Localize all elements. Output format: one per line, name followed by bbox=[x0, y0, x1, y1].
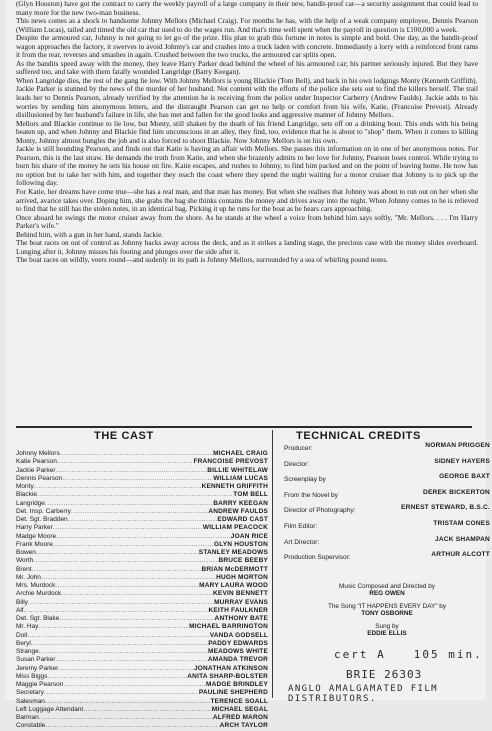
cast-row bbox=[16, 722, 268, 730]
cast-row bbox=[16, 623, 268, 631]
leader-dots bbox=[47, 673, 187, 681]
credit-name: SIDNEY HAYERS bbox=[434, 457, 490, 465]
credit-row bbox=[284, 473, 490, 489]
synopsis-paragraph: (Glyn Houston) have got the contract to carry the weekly payroll of a large company in their new, bandit-proof car—a security assignment that could lead to many more for the new two-man business. bbox=[16, 0, 478, 17]
cast-row bbox=[16, 574, 268, 582]
cast-row bbox=[16, 566, 268, 574]
credit-role: Film Editor: bbox=[284, 522, 318, 530]
cast-actor: ANITA SHARP-BOLSTER bbox=[187, 672, 268, 680]
leader-dots bbox=[39, 714, 213, 722]
cast-row bbox=[16, 533, 268, 541]
leader-dots bbox=[31, 640, 208, 648]
cast-actor: KEVIN BENNETT bbox=[213, 590, 268, 598]
cast-role: Secretary bbox=[16, 689, 44, 697]
credit-row bbox=[284, 489, 490, 505]
leader-dots bbox=[55, 656, 207, 664]
cast-role: Jeremy Parker bbox=[16, 664, 59, 672]
cast-actor: ANDREW FAULDS bbox=[208, 507, 268, 515]
handwritten-cert bbox=[334, 648, 483, 661]
synopsis-paragraph: Jackie is still hounding Pearson, and finds out that Katie is having an affair with Mellors. She passes this information on in one of her anonymous notes. For Pearson, this is the last straw. He demands the truth from Katie, and when she brazenly admits to her love for Johnny, Pearson loses control. While trying to burn his share of the money he sets his house on fire. Katie escapes, and rushes to Johnny, to find him packed and on the point of leaving home. He now has no option but to take her with him, and together they reach the coast where they spend the night waiting for a motor cruiser that Johnny is to pick up the following day. bbox=[16, 144, 478, 188]
cast-actor: STANLEY MEADOWS bbox=[198, 549, 268, 556]
synopsis-paragraph: The boat races on wildly, veers round—and sudenly in its path is Johnny Mellors, surrounded by a sea of whirling pound notes. bbox=[16, 255, 389, 265]
cast-role: Det. Insp. Carberry bbox=[16, 507, 71, 515]
cast-role: Billy bbox=[16, 598, 28, 606]
leader-dots bbox=[61, 590, 213, 598]
credit-role: Art Director: bbox=[284, 538, 320, 546]
leader-dots bbox=[59, 615, 214, 623]
leader-dots bbox=[34, 483, 202, 491]
cast-actor: WILLIAM LUCAS bbox=[213, 474, 268, 482]
leader-dots bbox=[44, 689, 199, 697]
page-sheet bbox=[6, 0, 490, 730]
cast-actor: HUGH MORTON bbox=[216, 573, 268, 581]
cast-actor: ARCH TAYLOR bbox=[219, 722, 268, 730]
cast-actor: MADGE BRINDLEY bbox=[205, 681, 268, 688]
synopsis-paragraph: Jackie Parker is stunned by the news of the murder of her husband. Not content with the efforts of the police she sets out to find the killers herself. The trail leads her to Dennis Pearson, already terrified by the attention he is receiving from the police under Inspector Carberry (Andrew Faulds). Jackie adds to his worries by sending him anonymous letters, and the distraught Pearson can get no help or comfort from his wife, Katie, (Francoise Prevost). Already disillusioned by her husband's failure in life, she has met and fallen for the good looks and aggressive manner of Johnny Mellors. bbox=[16, 84, 478, 120]
cast-role: Doll bbox=[16, 631, 28, 639]
leader-dots bbox=[28, 599, 214, 607]
cast-actor: TOM BELL bbox=[233, 491, 268, 499]
cert-note: cert A bbox=[334, 648, 386, 661]
credit-role: Producer: bbox=[284, 445, 313, 452]
leader-dots bbox=[33, 557, 218, 565]
leader-dots bbox=[45, 698, 211, 706]
credit-row bbox=[284, 536, 490, 552]
synopsis-paragraph: Mellors and Blackie continue to lie low, but Monty, still shaken by the death of his friend Langridge, sets off on a drinking bout. This ends with his being beaten up, and when Johnny and Blackie find him unconscious in an alley, they find, too, evidence that he is about to "shop" them. When it comes to killing Monty, Johnny almost bungles the job and is also forced to shoot Blackie. Now Johnny Mellors is on his own. bbox=[16, 118, 478, 145]
leader-dots bbox=[60, 450, 213, 458]
cast-role: Det. Sgt. Blake bbox=[16, 615, 60, 622]
cast-row bbox=[16, 508, 268, 516]
cast-role: Madge Moore bbox=[16, 532, 57, 540]
leader-dots bbox=[27, 632, 210, 640]
cast-actor: TERENCE SOALL bbox=[210, 697, 268, 705]
cast-actor: BRUCE BEEBY bbox=[218, 557, 268, 565]
cast-row bbox=[16, 656, 268, 664]
handwritten-code: BRIE 26303 bbox=[346, 668, 423, 681]
cast-list bbox=[16, 450, 268, 731]
cast-row bbox=[16, 450, 268, 458]
cast-actor: MURRAY EVANS bbox=[214, 598, 268, 606]
cast-row bbox=[16, 491, 268, 499]
cast-actor: MEADOWS WHITE bbox=[207, 648, 268, 655]
cast-actor: JONATHAN ATKINSON bbox=[193, 664, 268, 672]
cast-row bbox=[16, 714, 268, 722]
cast-actor: MICHAEL SEGAL bbox=[211, 705, 268, 713]
cast-row bbox=[16, 582, 268, 590]
credit-row bbox=[284, 520, 490, 536]
song-label: The Song "IT HAPPENS EVERY DAY" by bbox=[327, 602, 447, 610]
music-credits bbox=[284, 583, 490, 637]
cast-actor: BARRY KEEGAN bbox=[213, 499, 268, 507]
technical-credits-heading: TECHNICAL CREDITS bbox=[296, 430, 421, 442]
leader-dots bbox=[45, 500, 213, 508]
cast-role: Miss Biggs bbox=[16, 672, 48, 680]
credit-row bbox=[284, 442, 490, 458]
leader-dots bbox=[37, 491, 233, 499]
cast-role: Bowen bbox=[16, 549, 36, 556]
cast-role: Mr. John bbox=[16, 573, 41, 581]
cast-row bbox=[16, 557, 268, 565]
cast-role: Barman bbox=[16, 714, 39, 721]
song-name: TONY OSBORNE bbox=[361, 610, 413, 618]
cast-actor: GLYN HOUSTON bbox=[213, 540, 268, 548]
synopsis-paragraph: This news comes as a shock to handsome Johnny Mellors (Michael Craig). For months he has, with the help of a weak company employee, Dennis Pearson (William Lucas), tailed and timed the old car that used to do the wages run. And that's time well spent when the payroll in question is £100,000 a week. bbox=[16, 16, 478, 34]
cast-role: Susan Parker bbox=[16, 656, 56, 664]
credit-name: TRISTAM CONES bbox=[433, 519, 490, 527]
leader-dots bbox=[57, 458, 194, 466]
cast-actor: ALFRED MARON bbox=[212, 714, 268, 721]
credit-role: Production Supervisor: bbox=[284, 554, 351, 562]
credit-role: Screenplay by bbox=[284, 476, 326, 484]
cast-row bbox=[16, 673, 268, 681]
cast-role: Brent bbox=[16, 565, 32, 573]
cast-row bbox=[16, 632, 268, 640]
cast-actor: EDWARD CAST bbox=[217, 516, 268, 523]
runtime-note: 105 min. bbox=[413, 648, 483, 661]
cast-role: Maggie Pearson bbox=[16, 681, 64, 688]
sung-name: EDDIE ELLIS bbox=[367, 630, 407, 638]
leader-dots bbox=[55, 582, 199, 590]
credit-role: Director of Photography: bbox=[284, 507, 356, 515]
cast-role: Mr. Hay bbox=[16, 623, 39, 631]
handwritten-distributor: ANGLO AMALGAMATED FILM DISTRIBUTORS. bbox=[288, 684, 439, 704]
leader-dots bbox=[62, 475, 213, 483]
cast-role: Dennis Pearson bbox=[16, 474, 63, 482]
leader-dots bbox=[71, 508, 208, 516]
cast-actor: BILLIE WHITELAW bbox=[207, 466, 268, 474]
cast-role: Left Luggage Attendant bbox=[16, 705, 84, 713]
leader-dots bbox=[38, 623, 189, 631]
cast-actor: VANDA GODSELL bbox=[209, 631, 268, 639]
credit-row bbox=[284, 551, 490, 567]
section-rule bbox=[16, 426, 472, 428]
cast-actor: JOAN RICE bbox=[230, 532, 268, 540]
synopsis-text bbox=[16, 0, 478, 265]
cast-role: Katie Pearson bbox=[16, 458, 57, 466]
cast-heading: THE CAST bbox=[94, 430, 154, 442]
synopsis-paragraph: Once aboard he swings the motor cruiser away from the shore. As he stands at the wheel a voice from behind him says softly, "Mr. Mellors. . . . I'm Harry Parker's wife." bbox=[16, 212, 478, 231]
credits-list bbox=[284, 442, 490, 567]
cast-role: Constable bbox=[16, 722, 46, 730]
cast-actor: BRIAN McDERMOTT bbox=[201, 565, 268, 573]
cast-row bbox=[16, 590, 268, 598]
leader-dots bbox=[24, 607, 209, 615]
music-name: REG OWEN bbox=[369, 590, 405, 598]
sung-label: Sung by bbox=[375, 622, 399, 630]
credit-name: NORMAN PRIGGEN bbox=[425, 442, 490, 449]
cast-row bbox=[16, 541, 268, 549]
cast-row bbox=[16, 500, 268, 508]
cast-actor: KEITH FAULKNER bbox=[208, 606, 268, 614]
leader-dots bbox=[58, 665, 194, 673]
synopsis-paragraph: Despite the armoured car, Johnny is not going to let go of the prize. His plan to grab this fortune in notes is simple and bold. One day, as the bandit-proof wagon approaches the factory, it swerves to avoid Johnny's car and crashes into a truck laden with concrete. Immediately a lorry with a reinforced front rams it from the rear, reverses and smashes in again. Crushed between the two trucks, the armoured car splits open. bbox=[16, 33, 478, 60]
leader-dots bbox=[45, 722, 219, 730]
leader-dots bbox=[63, 681, 206, 689]
synopsis-paragraph: When Langridge dies, the rest of the gang lie low. With Johnny Mellors is young Blackie (Tom Bell), and back in his own lodgings Monty (Kenneth Griffith). bbox=[16, 75, 478, 85]
cast-role: Langridge bbox=[16, 499, 45, 507]
leader-dots bbox=[55, 467, 207, 475]
leader-dots bbox=[53, 524, 203, 532]
cast-role: Monty bbox=[16, 483, 34, 490]
cast-row bbox=[16, 665, 268, 673]
cast-row bbox=[16, 607, 268, 615]
credit-name: JACK SHAMPAN bbox=[434, 535, 490, 543]
cast-role: Salesman bbox=[16, 697, 45, 705]
credit-name: DEREK BICKERTON bbox=[423, 488, 490, 496]
cast-role: Frank Moore bbox=[16, 540, 53, 548]
cast-row bbox=[16, 698, 268, 706]
leader-dots bbox=[68, 516, 218, 524]
credit-row bbox=[284, 458, 490, 474]
leader-dots bbox=[53, 541, 214, 549]
cast-actor: WILLIAM PEACOCK bbox=[202, 524, 268, 532]
cast-row bbox=[16, 475, 268, 483]
cast-role: Archie Murdock bbox=[16, 590, 62, 598]
cast-actor: MICHAEL CRAIG bbox=[213, 450, 268, 457]
cast-actor: KENNETH GRIFFITH bbox=[201, 483, 268, 490]
column-divider bbox=[272, 430, 273, 698]
leader-dots bbox=[39, 648, 208, 656]
cast-role: Det. Sgt. Bradden bbox=[16, 516, 68, 523]
cast-row bbox=[16, 483, 268, 491]
leader-dots bbox=[56, 533, 231, 541]
cast-role: Alf bbox=[16, 606, 24, 614]
cast-row bbox=[16, 648, 268, 656]
leader-dots bbox=[83, 706, 211, 714]
credit-role: From the Novel by bbox=[284, 491, 338, 499]
cast-actor: FRANCOISE PREVOST bbox=[193, 458, 268, 466]
cast-actor: PADDY EDWARDS bbox=[208, 639, 268, 647]
cast-row bbox=[16, 599, 268, 607]
cast-row bbox=[16, 524, 268, 532]
cast-actor: ANTHONY BATE bbox=[214, 615, 268, 622]
synopsis-paragraph: For Katie, her dreams have come true—she has a real man, and that man has money. But when she realises that Johnny was about to run out on her when she arrived, avarice takes over. Doping him, she grabs the bag she thinks contains the money and drives away into the night. When Johnny comes to he is relieved to find that he still has the stolen notes, in an identical bag. Picking it up he runs for the boat as he hears cars approaching. bbox=[16, 187, 478, 214]
leader-dots bbox=[36, 549, 199, 557]
cast-row bbox=[16, 549, 268, 557]
synopsis-paragraph: Behind him, with a gun in her hand, stands Jackie. bbox=[16, 229, 164, 239]
music-label: Music Composed and Directed by bbox=[339, 583, 435, 590]
synopsis-paragraph: The boat races on out of control as Johnny backs away across the deck, and as it strikes a landing stage, the precious case with the money slides overboard. Lunging after it, Johnny misses his footing and plunges over the side after it. bbox=[16, 238, 478, 256]
cast-role: Jackie Parker bbox=[16, 466, 56, 474]
cast-actor: MICHAEL BARRINGTON bbox=[189, 623, 268, 631]
credit-name: ERNEST STEWARD, B.S.C. bbox=[400, 504, 490, 512]
leader-dots bbox=[32, 566, 202, 574]
cast-role: Johnny Mellors bbox=[16, 450, 60, 457]
cast-role: Worth bbox=[16, 557, 34, 565]
cast-row bbox=[16, 640, 268, 648]
cast-role: Beryl bbox=[16, 639, 31, 647]
cast-row bbox=[16, 689, 268, 697]
cast-row bbox=[16, 706, 268, 714]
cast-row bbox=[16, 516, 268, 524]
cast-actor: AMANDA TREVOR bbox=[207, 656, 268, 664]
cast-row bbox=[16, 458, 268, 466]
cast-row bbox=[16, 467, 268, 475]
cast-role: Blackie bbox=[16, 491, 37, 499]
credit-role: Director: bbox=[284, 460, 309, 468]
cast-role: Harry Parker bbox=[16, 524, 53, 532]
credit-name: ARTHUR ALCOTT bbox=[431, 551, 490, 559]
cast-role: Strange bbox=[16, 648, 39, 655]
cast-row bbox=[16, 681, 268, 689]
credit-name: GEORGE BAXT bbox=[439, 473, 490, 481]
cast-actor: PAULINE SHEPHERD bbox=[198, 689, 268, 697]
cast-actor: MARY LAURA WOOD bbox=[199, 582, 268, 589]
cast-row bbox=[16, 615, 268, 623]
credit-row bbox=[284, 504, 490, 520]
synopsis-paragraph: As the bandits speed away with the money, they leave Harry Parker dead behind the wheel of his armoured car; his partner seriously injured. But they have suffered too, and take with them fatally wounded Langridge (Barry Keegan). bbox=[16, 58, 478, 77]
leader-dots bbox=[41, 574, 216, 582]
cast-role: Mrs. Murdock bbox=[16, 582, 56, 589]
